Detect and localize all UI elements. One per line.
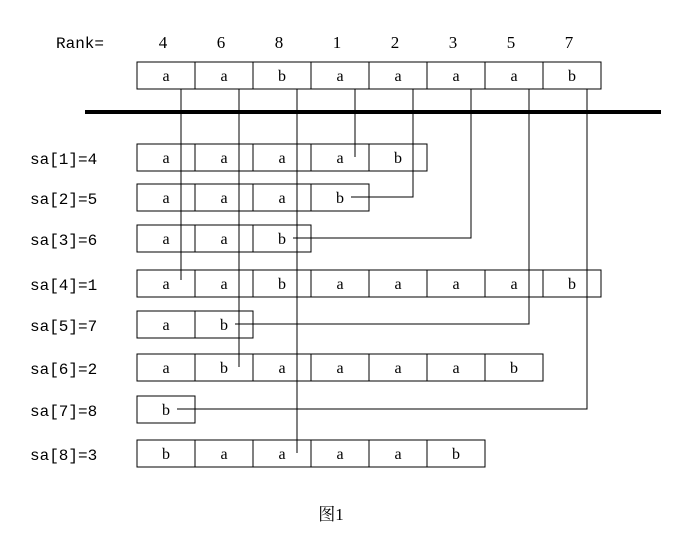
suffix-label: sa[7]=8 — [30, 403, 98, 421]
cell-char: b — [336, 190, 344, 207]
suffix-cell — [311, 440, 369, 467]
suffix-cell — [137, 354, 195, 381]
figure-caption: 图1 — [318, 505, 344, 524]
suffix-row — [137, 440, 485, 467]
rank-label: Rank= — [56, 35, 105, 53]
string-cell — [137, 62, 195, 89]
suffix-cell — [369, 144, 427, 171]
cell-char: a — [452, 276, 460, 293]
cell-char: a — [510, 276, 518, 293]
cell-char: b — [278, 68, 286, 85]
suffix-cell — [369, 440, 427, 467]
cell-char: a — [278, 190, 286, 207]
rank-value: 3 — [448, 33, 458, 52]
cell-char: b — [510, 360, 518, 377]
suffix-cell — [195, 184, 253, 211]
suffix-cell — [253, 440, 311, 467]
cell-char: b — [568, 68, 576, 85]
suffix-label: sa[5]=7 — [30, 318, 98, 336]
suffix-cell — [195, 354, 253, 381]
suffix-cell — [253, 144, 311, 171]
cell-char: a — [394, 446, 402, 463]
rank-value: 6 — [216, 33, 226, 52]
cell-char: a — [452, 68, 460, 85]
suffix-row — [137, 354, 543, 381]
cell-char: a — [394, 68, 402, 85]
connector-line — [351, 89, 413, 197]
cell-char: a — [278, 150, 286, 167]
cell-char: a — [162, 68, 170, 85]
suffix-label: sa[2]=5 — [30, 191, 98, 209]
rank-value: 4 — [158, 33, 168, 52]
suffix-cell — [137, 184, 195, 211]
rank-value: 2 — [390, 33, 400, 52]
cell-char: a — [220, 150, 228, 167]
cell-char: b — [278, 276, 286, 293]
cell-char: b — [162, 402, 170, 419]
cell-char: a — [278, 446, 286, 463]
suffix-row — [137, 225, 311, 252]
suffix-label: sa[6]=2 — [30, 361, 98, 379]
cell-char: a — [336, 446, 344, 463]
string-cell — [311, 62, 369, 89]
suffix-cell — [427, 354, 485, 381]
cell-char: b — [162, 446, 170, 463]
cell-char: a — [220, 446, 228, 463]
suffix-cell — [195, 270, 253, 297]
string-cell — [369, 62, 427, 89]
original-string — [137, 62, 601, 89]
suffix-cell — [485, 354, 543, 381]
suffix-cell — [311, 270, 369, 297]
cell-char: a — [452, 360, 460, 377]
suffix-cell — [485, 270, 543, 297]
cell-char: a — [510, 68, 518, 85]
suffix-row — [137, 270, 601, 297]
suffix-cell — [253, 354, 311, 381]
suffix-cell — [137, 311, 195, 338]
cells-layer — [137, 62, 601, 467]
suffix-cell — [427, 270, 485, 297]
cell-char: b — [568, 276, 576, 293]
rank-value: 7 — [564, 33, 574, 52]
cell-char: a — [220, 68, 228, 85]
suffix-label: sa[4]=1 — [30, 277, 98, 295]
suffix-cell — [253, 270, 311, 297]
cell-char: a — [220, 276, 228, 293]
suffix-cell — [311, 354, 369, 381]
suffix-cell — [195, 144, 253, 171]
cell-char: a — [394, 360, 402, 377]
rank-value: 8 — [274, 33, 284, 52]
rank-value: 5 — [506, 33, 516, 52]
suffix-cell — [137, 270, 195, 297]
suffix-cell — [427, 440, 485, 467]
cell-char: b — [452, 446, 460, 463]
suffix-cell — [137, 144, 195, 171]
string-cell — [485, 62, 543, 89]
suffix-label: sa[8]=3 — [30, 447, 98, 465]
cell-char: a — [162, 276, 170, 293]
cell-char: a — [220, 231, 228, 248]
string-cell — [195, 62, 253, 89]
suffix-cell — [369, 354, 427, 381]
cell-char: b — [278, 231, 286, 248]
suffix-cell — [195, 225, 253, 252]
string-cell — [427, 62, 485, 89]
cell-char: b — [394, 150, 402, 167]
rank-value: 1 — [332, 33, 342, 52]
suffix-cell — [137, 440, 195, 467]
cell-char: a — [336, 68, 344, 85]
cell-char: a — [394, 276, 402, 293]
suffix-label: sa[3]=6 — [30, 232, 98, 250]
cell-char: a — [162, 231, 170, 248]
suffix-cell — [543, 270, 601, 297]
suffix-cell — [311, 144, 369, 171]
cell-char: a — [336, 150, 344, 167]
suffix-cell — [195, 440, 253, 467]
cell-char: a — [336, 360, 344, 377]
suffix-cell — [137, 225, 195, 252]
suffix-row — [137, 184, 369, 211]
cell-char: a — [278, 360, 286, 377]
string-cell — [543, 62, 601, 89]
cell-char: a — [162, 317, 170, 334]
cell-char: a — [220, 190, 228, 207]
cell-char: a — [162, 150, 170, 167]
suffix-label: sa[1]=4 — [30, 151, 98, 169]
suffix-cell — [253, 184, 311, 211]
cell-char: b — [220, 360, 228, 377]
suffix-cell — [369, 270, 427, 297]
string-cell — [253, 62, 311, 89]
cell-char: a — [162, 190, 170, 207]
cell-char: b — [220, 317, 228, 334]
cell-char: a — [336, 276, 344, 293]
cell-char: a — [162, 360, 170, 377]
